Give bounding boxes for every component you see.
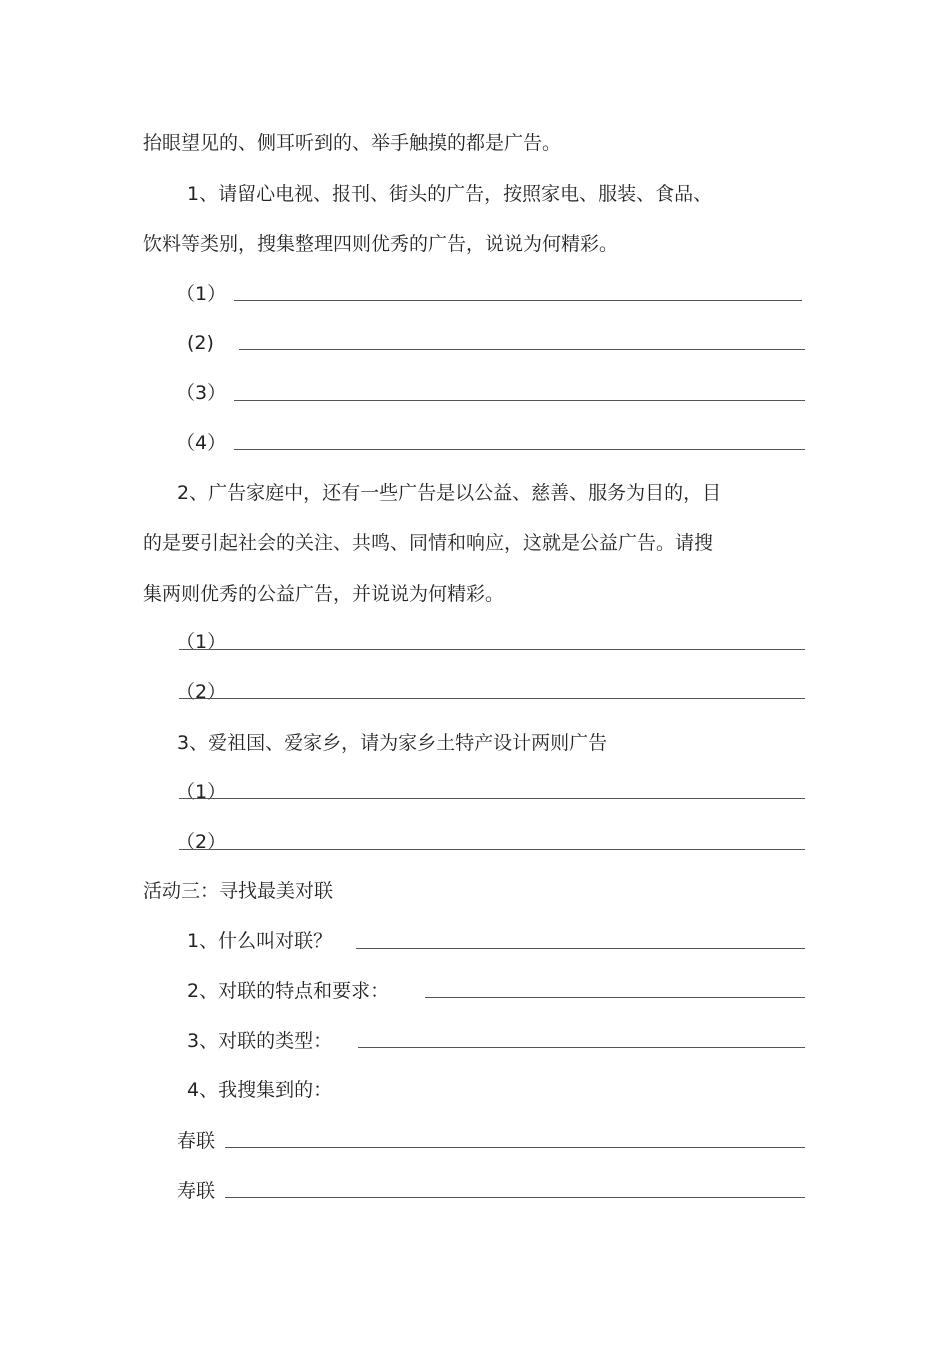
task1-item-label: （1） [176, 283, 227, 305]
task2-line2: 的是要引起社会的关注、共鸣、同情和响应，这就是公益广告。请搜 [143, 532, 714, 554]
task2-item-label: （1） [176, 631, 227, 653]
task1-item-label: （4） [176, 432, 227, 454]
activity3-title: 活动三：寻找最美对联 [143, 880, 334, 902]
task3-line1: 3、爱祖国、爱家乡，请为家乡土特产设计两则广告 [177, 732, 608, 754]
task1-item-label: (2) [187, 332, 214, 354]
task2-answer-line [179, 649, 805, 650]
task1-answer-line [234, 449, 805, 450]
task2-item-label: （2） [176, 681, 227, 703]
task3-answer-line [179, 798, 805, 799]
activity3-q3-answer-line [358, 1047, 805, 1048]
task3-item-label: （1） [176, 781, 227, 803]
task3-item-label: （2） [176, 831, 227, 853]
task2-line1: 2、广告家庭中，还有一些广告是以公益、慈善、服务为目的，目 [177, 482, 722, 504]
activity3-q2-answer-line [425, 997, 805, 998]
intro-line: 抬眼望见的、侧耳听到的、举手触摸的都是广告。 [143, 132, 562, 154]
task2-answer-line [179, 698, 805, 699]
task1-answer-line [234, 400, 805, 401]
activity3-q1: 1、什么叫对联？ [187, 930, 333, 952]
task1-line1: 1、请留心电视、报刊、街头的广告，按照家电、服装、食品、 [187, 183, 713, 205]
spring-couplet-answer-line [225, 1147, 805, 1148]
task1-answer-line [239, 349, 805, 350]
task1-item-label: （3） [176, 382, 227, 404]
activity3-q2: 2、对联的特点和要求： [187, 980, 390, 1002]
birthday-couplet-answer-line [225, 1197, 805, 1198]
task3-answer-line [179, 849, 805, 850]
activity3-q4: 4、我搜集到的： [187, 1079, 333, 1101]
task1-answer-line [234, 300, 802, 301]
activity3-q3: 3、对联的类型： [187, 1030, 333, 1052]
task2-line3: 集两则优秀的公益广告，并说说为何精彩。 [143, 583, 505, 605]
activity3-q1-answer-line [356, 948, 805, 949]
birthday-couplet-label: 寿联 [177, 1180, 216, 1202]
task1-line2: 饮料等类别，搜集整理四则优秀的广告，说说为何精彩。 [143, 233, 619, 255]
spring-couplet-label: 春联 [177, 1130, 216, 1152]
